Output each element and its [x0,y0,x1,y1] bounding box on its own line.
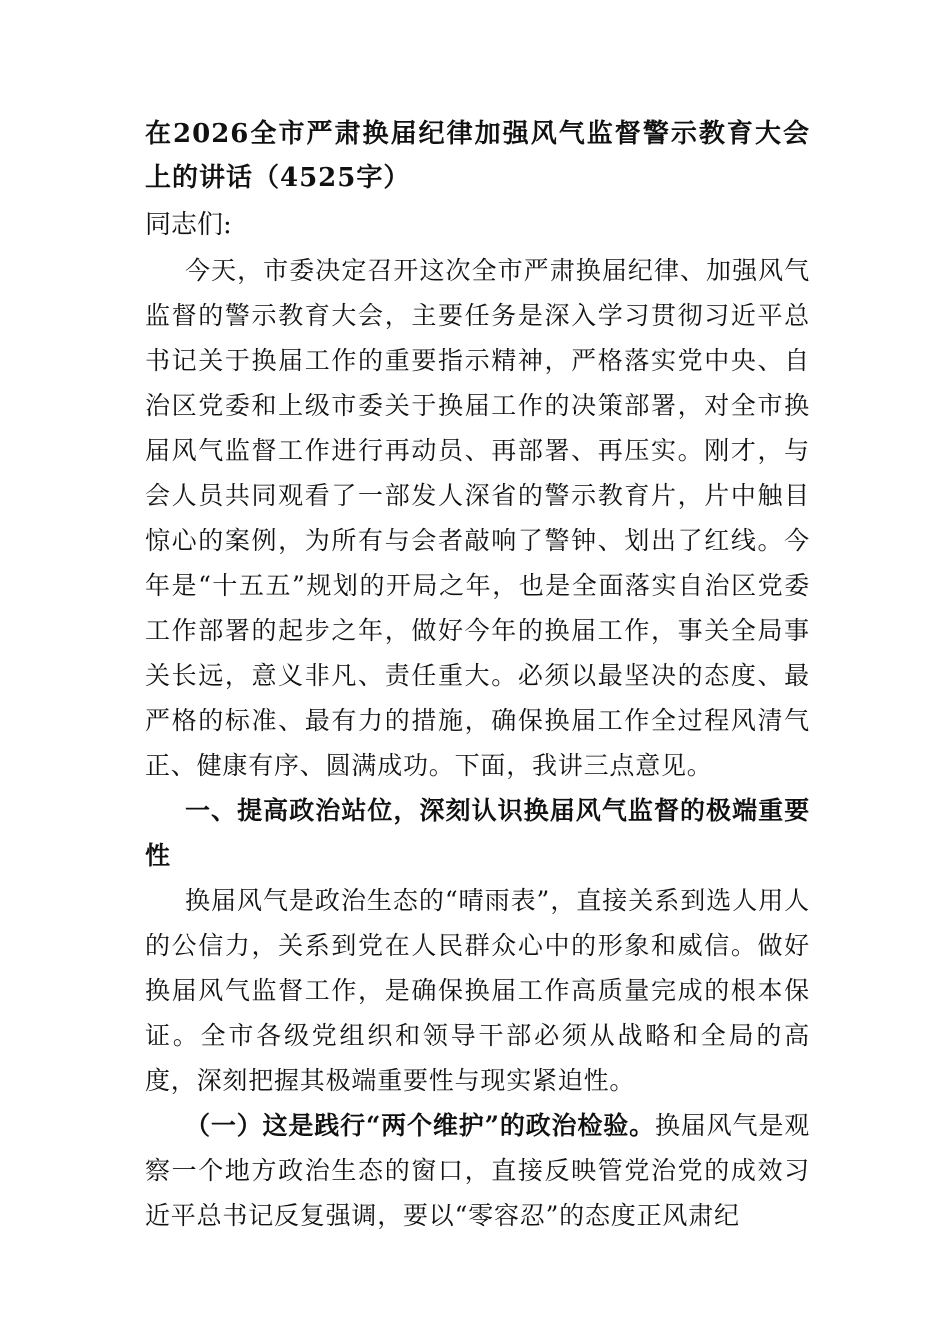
paragraph-section-1: 换届风气是政治生态的“晴雨表”，直接关系到选人用人的公信力，关系到党在人民群众心中的形象和威信。做好换届风气监督工作，是确保换届工作高质量完成的根本保证。全市各级党组织和领导干部必须从战略和全局的高度，深刻把握其极端重要性与现实紧迫性。 [145,886,810,1095]
paragraph-intro: 今天，市委决定召开这次全市严肃换届纪律、加强风气监督的警示教育大会，主要任务是深入学习贯彻习近平总书记关于换届工作的重要指示精神，严格落实党中央、自治区党委和上级市委关于换届工作的决策部署，对全市换届风气监督工作进行再动员、再部署、再压实。刚才，与会人员共同观看了一部发人深省的警示教育片，片中触目惊心的案例，为所有与会者敲响了警钟、划出了红线。今年是“十五五”规划的开局之年，也是全面落实自治区党委工作部署的起步之年，做好今年的换届工作，事关全局事关长远，意义非凡、责任重大。必须以最坚决的态度、最严格的标准、最有力的措施，确保换届工作全过程风清气正、健康有序、圆满成功。下面，我讲三点意见。 [145,256,810,780]
section-heading-1: 一、提高政治站位，深刻认识换届风气监督的极端重要性 [145,796,810,870]
document-body [145,112,810,1238]
subsection-1-lead: （一）这是践行“两个维护”的政治检验。 [185,1111,655,1140]
document-title: 在2026全市严肃换届纪律加强风气监督警示教育大会上的讲话（4525字） [145,119,810,193]
subsection-1-text: 换届风气是观察一个地方政治生态的窗口，直接反映管党治党的成效习近平总书记反复强调，要以“零容忍”的态度正风肃纪 [145,1111,810,1230]
salutation: 同志们: [145,210,232,240]
paragraph-subsection-1 [145,1103,810,1238]
